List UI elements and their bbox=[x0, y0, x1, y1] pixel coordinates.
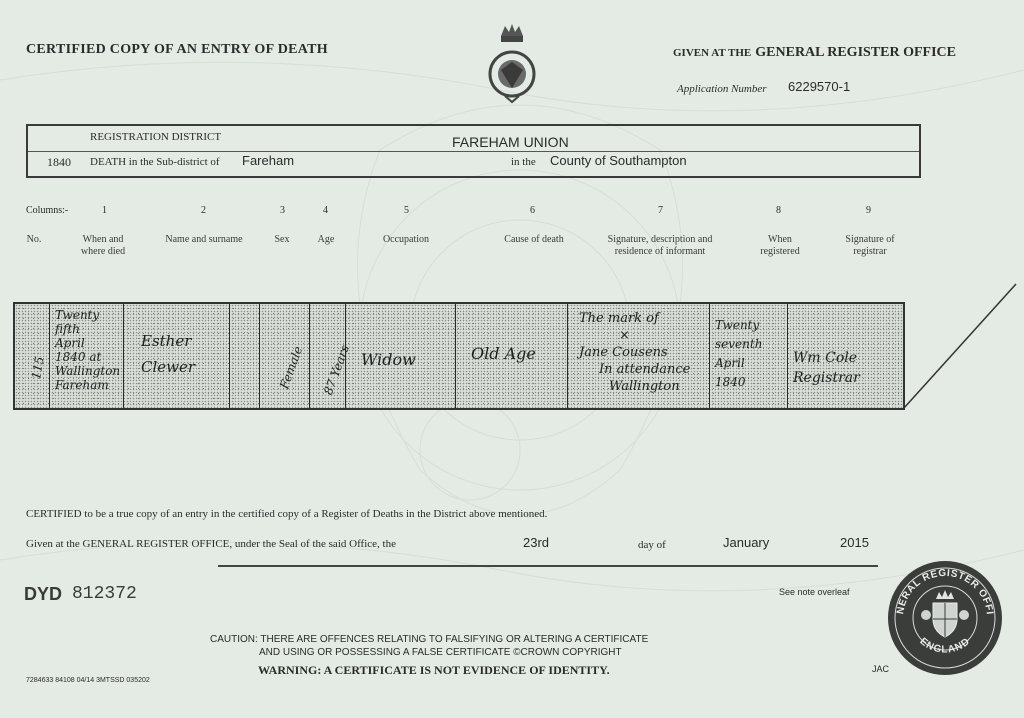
name-line: Esther bbox=[141, 332, 192, 350]
column-number-9: 9 bbox=[866, 205, 871, 216]
entry-number: 115 bbox=[29, 355, 47, 381]
column-number-4: 4 bbox=[323, 205, 328, 216]
entry-name bbox=[141, 328, 195, 380]
registration-district-label: REGISTRATION DISTRICT bbox=[90, 131, 222, 143]
column-head-age: Age bbox=[317, 234, 335, 245]
royal-crest-icon bbox=[487, 22, 537, 104]
when-where-line: April bbox=[55, 336, 85, 350]
print-code: 7284633 84108 04/14 3MTSSD 035202 bbox=[26, 677, 150, 684]
when-where-line: Twenty bbox=[55, 308, 100, 322]
registered-line: April bbox=[715, 356, 745, 370]
column-number-6: 6 bbox=[530, 205, 535, 216]
when-where-line: Wallington bbox=[55, 364, 121, 378]
certified-day: 23rd bbox=[523, 535, 550, 550]
certificate-title: CERTIFIED COPY OF AN ENTRY OF DEATH bbox=[26, 42, 328, 57]
caution-line-1: CAUTION: THERE ARE OFFENCES RELATING TO FALSIFYING OR ALTERING A CERTIFICATE bbox=[210, 634, 649, 645]
entry-row bbox=[13, 302, 905, 410]
certified-year: 2015 bbox=[840, 535, 869, 550]
gro-seal-icon bbox=[886, 559, 1004, 677]
entry-informant bbox=[579, 310, 690, 395]
column-head-cause: Cause of death bbox=[504, 234, 564, 245]
application-label: Application Number bbox=[677, 83, 767, 95]
columns-label: Columns:- bbox=[26, 205, 69, 216]
when-where-line: fifth bbox=[55, 322, 80, 336]
subdistrict-value: Fareham bbox=[242, 153, 295, 168]
column-head-registrar: Signature of registrar bbox=[845, 234, 895, 257]
informant-line: Jane Cousens bbox=[579, 345, 668, 360]
column-number-2: 2 bbox=[201, 205, 206, 216]
cell-divider bbox=[709, 304, 710, 408]
column-head-occupation: Occupation bbox=[382, 234, 430, 245]
informant-line: Wallington bbox=[609, 379, 680, 394]
registrar-line: Registrar bbox=[793, 370, 860, 386]
county-value: County of Southampton bbox=[550, 153, 687, 168]
cell-divider bbox=[309, 304, 310, 408]
column-number-7: 7 bbox=[658, 205, 663, 216]
application-number: 6229570-1 bbox=[788, 79, 851, 94]
registered-line: Twenty bbox=[715, 318, 760, 332]
signature-rule bbox=[218, 565, 878, 567]
diagonal-line bbox=[900, 280, 1020, 420]
caution-line-2: AND USING OR POSSESSING A FALSE CERTIFICATE ©CROWN COPYRIGHT bbox=[259, 647, 622, 658]
in-the-label: in the bbox=[511, 156, 536, 168]
warning-line: WARNING: A CERTIFICATE IS NOT EVIDENCE OF IDENTITY. bbox=[258, 663, 610, 677]
subdistrict-label: DEATH in the Sub-district of bbox=[90, 156, 220, 168]
given-at-small: GIVEN AT THE bbox=[673, 47, 752, 59]
cell-divider bbox=[567, 304, 568, 408]
when-where-line: Fareham bbox=[55, 378, 109, 392]
column-head-informant: Signature, description and residence of informant bbox=[607, 234, 713, 257]
given-at-header bbox=[673, 43, 956, 61]
column-head-no: No. bbox=[26, 234, 42, 245]
cell-divider bbox=[455, 304, 456, 408]
see-note-overleaf: See note overleaf bbox=[779, 587, 850, 597]
registration-year: 1840 bbox=[47, 155, 71, 169]
cell-divider bbox=[229, 304, 230, 408]
cell-divider bbox=[787, 304, 788, 408]
column-number-3: 3 bbox=[280, 205, 285, 216]
registrar-line: Wm Cole bbox=[793, 350, 858, 366]
column-head-name: Name and surname bbox=[165, 234, 243, 245]
when-where-line: 1840 at bbox=[55, 350, 102, 364]
registration-district-value: FAREHAM UNION bbox=[452, 134, 569, 150]
serial-number: 812372 bbox=[72, 584, 137, 604]
certification-line: CERTIFIED to be a true copy of an entry in the certified copy of a Register of Deaths in the District above mentioned. bbox=[26, 508, 548, 520]
given-at-big: GENERAL REGISTER OFFICE bbox=[755, 45, 956, 60]
certified-month: January bbox=[723, 535, 770, 550]
cell-divider bbox=[49, 304, 50, 408]
column-head-registered: When registered bbox=[760, 234, 800, 257]
entry-sex: Female bbox=[277, 344, 306, 391]
day-of-label: day of bbox=[638, 539, 666, 551]
serial-prefix: DYD bbox=[24, 584, 63, 604]
column-head-when-where: When and where died bbox=[80, 234, 126, 257]
informant-line: The mark of bbox=[579, 311, 659, 326]
entry-cause: Old Age bbox=[471, 344, 536, 363]
cell-divider bbox=[259, 304, 260, 408]
column-number-5: 5 bbox=[404, 205, 409, 216]
name-line: Clewer bbox=[141, 358, 196, 376]
seal-text-bottom: ENGLAND bbox=[917, 635, 973, 656]
cell-divider bbox=[123, 304, 124, 408]
column-number-8: 8 bbox=[776, 205, 781, 216]
entry-when-where bbox=[55, 308, 120, 392]
column-number-1: 1 bbox=[102, 205, 107, 216]
entry-registrar bbox=[793, 348, 860, 388]
given-at-line: Given at the GENERAL REGISTER OFFICE, under the Seal of the said Office, the bbox=[26, 538, 396, 550]
informant-line: In attendance bbox=[599, 362, 691, 377]
issuer-initials: JAC bbox=[872, 664, 890, 674]
entry-occupation: Widow bbox=[361, 350, 416, 369]
registered-line: 1840 bbox=[715, 375, 746, 389]
registration-divider bbox=[28, 151, 919, 152]
entry-registered bbox=[715, 316, 762, 392]
column-head-sex: Sex bbox=[274, 234, 290, 245]
registered-line: seventh bbox=[715, 337, 763, 351]
seal-text-top: NERAL REGISTER OFFI bbox=[895, 567, 995, 616]
entry-age: 87 Years bbox=[321, 343, 352, 397]
informant-line: × bbox=[619, 328, 630, 343]
